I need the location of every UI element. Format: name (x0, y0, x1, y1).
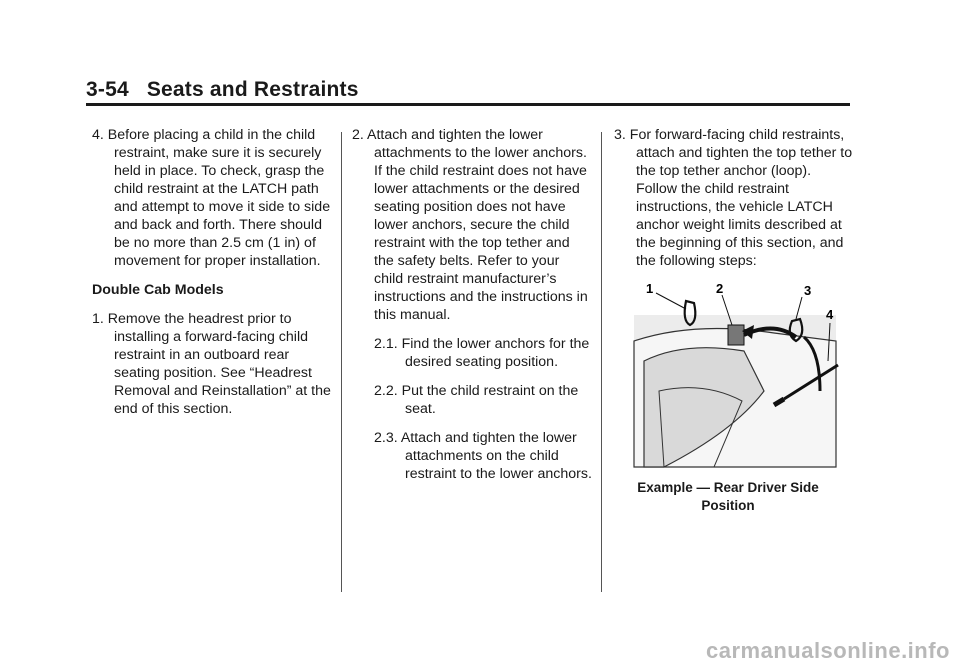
column-divider (601, 132, 602, 592)
column-2 (352, 126, 592, 494)
step-4: 4. Before placing a child in the child restraint, make sure it is securely held in place. To check, grasp the child restraint at the LATCH path and attempt to move it side to side and back and forth. There should be no more than 2.5 cm (1 in) of movement for proper installation. (92, 127, 331, 269)
callout-3: 3 (804, 283, 812, 298)
column-1 (92, 126, 337, 429)
leader-line (656, 293, 686, 309)
section-title: Seats and Restraints (146, 78, 359, 101)
step-2-2: 2.2. Put the child restraint on the seat. (374, 383, 579, 417)
step-1: 1. Remove the headrest prior to installing a forward-facing child restraint in an outboard rear seating position. See “Headrest Removal and Reinstallation” at the end of this section. (92, 311, 331, 417)
tether-buckle (728, 325, 744, 345)
header-rule (86, 103, 850, 106)
seat-tether-illustration (624, 281, 840, 471)
step-2-3: 2.3. Attach and tighten the lower attachments on the child restraint to the lower anchors. (374, 430, 592, 482)
page-header (86, 78, 359, 102)
watermark: carmanualsonline.info (706, 638, 950, 663)
subsection-heading: Double Cab Models (92, 282, 224, 298)
page-number: 3-54 (86, 78, 129, 101)
column-3 (614, 126, 854, 515)
step-2: 2. Attach and tighten the lower attachments to the lower anchors. If the child restraint does not have lower attachments or the desired seating position does not have lower anchors, secure the child restraint with the top tether and the safety belts. Refer to your child restraint manufacturer’s instructions and the instructions in this manual. (352, 127, 588, 323)
callout-4: 4 (826, 307, 834, 322)
figure-caption: Example — Rear Driver Side Position (637, 480, 819, 513)
callout-1: 1 (646, 281, 654, 296)
step-3: 3. For forward-facing child restraints, attach and tighten the top tether to the top tether anchor (loop). Follow the child restraint instructions, the vehicle LATCH anchor weight limits described at the beginning of this section, and the following steps: (614, 127, 853, 269)
tether-figure (624, 281, 840, 471)
step-2-1: 2.1. Find the lower anchors for the desired seating position. (374, 336, 590, 370)
callout-2: 2 (716, 281, 724, 296)
column-divider (341, 132, 342, 592)
